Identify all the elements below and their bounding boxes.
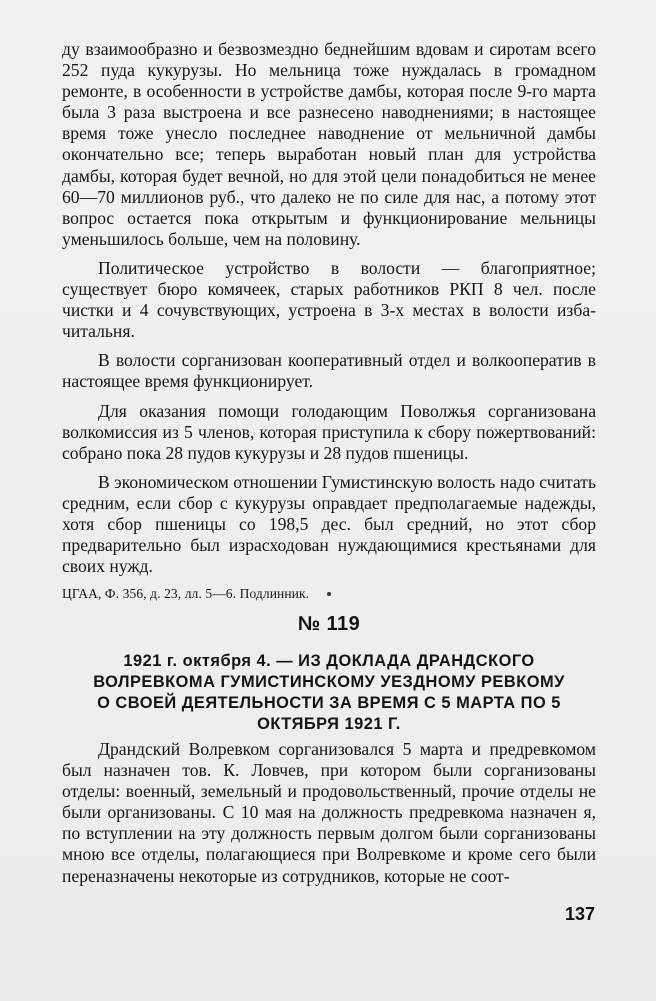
top-section [62, 39, 596, 617]
archive-source: ЦГАА, Ф. 356, д. 23, лл. 5—6. Подлинник. [62, 586, 310, 602]
document-body: Драндский Волревком сорганизовался 5 марта и предревкомом был назначен тов. К. Ловчев, при котором были сорганизованы отделы: военный, земельный и продовольственный, прочие отделы не были организованы. С 10 мая на должность предревкома назначен я, по вступлении на эту должность первым долгом были сорганизованы мною все отделы, полагающиеся при Волревкоме и кроме сего были переназначены некоторые из сотрудников, которые не соот- [62, 739, 596, 886]
page-number: 137 [565, 904, 596, 924]
paragraph-cooperative: В волости сорганизован кооперативный отдел и волкооператив в настоящее время функционирует. [62, 350, 596, 392]
paragraph-economy: В экономическом отношении Гумистинскую волость надо считать средним, если сбор с кукурузы оправдает предполагаемые надежды, хотя сбор пшеницы со 198,5 дес. был средний, но этот сбор предварительно был израсходован нуждающимися крестьянами для своих нужд. [62, 471, 596, 577]
document-number: № 119 [297, 613, 361, 635]
paragraph-famine-relief: Для оказания помощи голодающим Поволжья сорганизована волкомиссия из 5 членов, которая приступила к сбору пожертвований: собрано пока 28 пудов кукурузы и 28 пудов пшеницы. [62, 400, 596, 463]
document-headline: 1921 г. октября 4. — ИЗ ДОКЛАДА ДРАНДСКОГО ВОЛРЕВКОМА ГУМИСТИНСКОМУ УЕЗДНОМУ РЕВКОМУ О СВОЕЙ ДЕЯТЕЛЬНОСТИ ЗА ВРЕМЯ С 5 МАРТА ПО 5 ОКТЯБРЯ 1921 Г. [93, 652, 565, 733]
separator-dot [327, 592, 331, 596]
document-body-section [62, 739, 596, 887]
paragraph-political: Политическое устройство в волости — благоприятное; существует бюро комячеек, старых работников РКП 8 чел. после чистки и 4 сочувствующих, устроена в 3-х местах в волости изба-читальня. [62, 257, 596, 342]
paragraph-mill: ду взаимообразно и безвозмездно беднейшим вдовам и сиротам всего 252 пуда кукурузы. Но мельница тоже нуждалась в громадном ремонте, в особенности в устройстве дамбы, которая после 9-го марта была 3 раза выстроена и все разнесено наводнениями; в настоящее время тоже унесло последнее наводнение от мельничной дамбы окончательно все; теперь выработан новый план для устройства дамбы, которая будет вечной, но для этой цели понадобиться не менее 60—70 миллионов руб., что далеко не по силе для нас, а потому этот вопрос остается пока открытым и функционирование мельницы уменьшилось больше, чем на половину. [62, 39, 596, 249]
